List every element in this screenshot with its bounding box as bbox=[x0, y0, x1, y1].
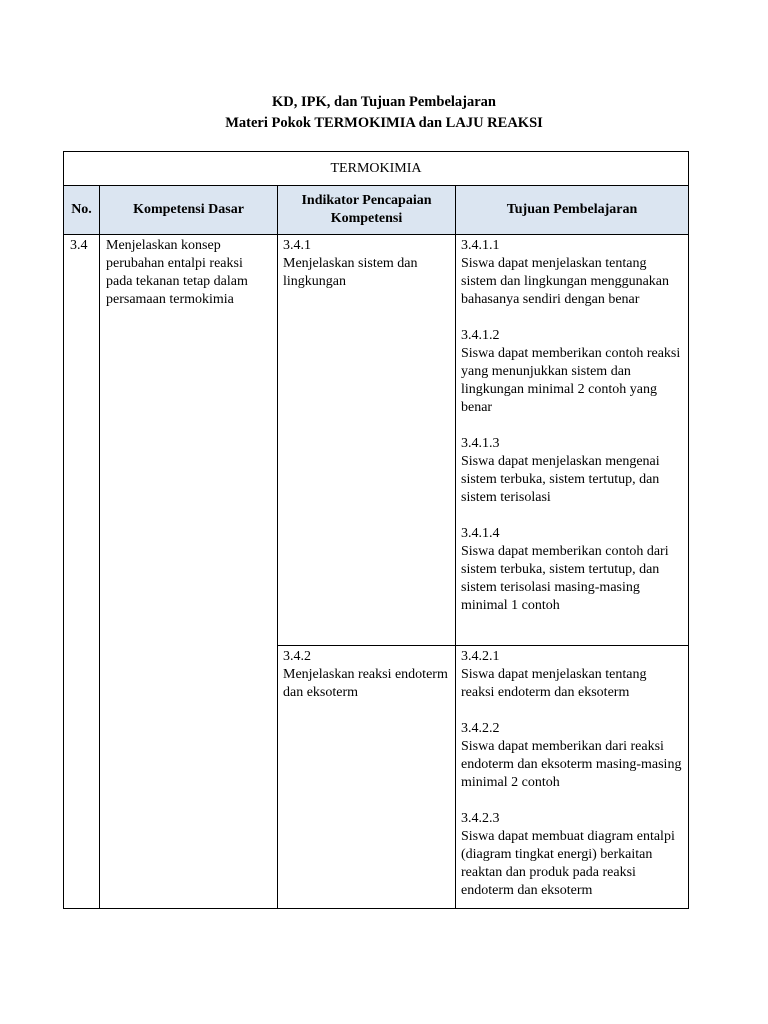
objective-text: Siswa dapat memberikan dari reaksi endoterm dan eksoterm masing-masing minimal 2 contoh bbox=[461, 739, 682, 790]
objective-text: Siswa dapat membuat diagram entalpi (diagram tingkat energi) berkaitan reaktan dan produk pada reaksi endoterm dan eksoterm bbox=[461, 829, 675, 898]
objective-code: 3.4.1.1 bbox=[461, 238, 500, 253]
objective-item bbox=[461, 435, 683, 507]
page-heading bbox=[0, 92, 768, 134]
heading-subtitle: Materi Pokok TERMOKIMIA dan LAJU REAKSI bbox=[225, 115, 543, 131]
header-row bbox=[64, 186, 689, 235]
indicator-cell bbox=[278, 235, 456, 646]
objective-code: 3.4.1.2 bbox=[461, 328, 500, 343]
objective-item bbox=[461, 237, 683, 309]
kd-text: Menjelaskan konsep perubahan entalpi reaksi pada tekanan tetap dalam persamaan termokimia bbox=[100, 235, 278, 909]
section-title-row bbox=[64, 152, 689, 186]
objectives-cell bbox=[456, 235, 689, 646]
indicator-cell bbox=[278, 646, 456, 909]
objective-item bbox=[461, 327, 683, 417]
row-number: 3.4 bbox=[64, 235, 100, 909]
section-title: TERMOKIMIA bbox=[64, 152, 689, 186]
objective-code: 3.4.2.3 bbox=[461, 811, 500, 826]
header-no: No. bbox=[64, 186, 100, 235]
objective-text: Siswa dapat memberikan contoh reaksi yang menunjukkan sistem dan lingkungan minimal 2 contoh yang benar bbox=[461, 346, 681, 415]
header-kd: Kompetensi Dasar bbox=[100, 186, 278, 235]
indicator-text: Menjelaskan sistem dan lingkungan bbox=[283, 256, 418, 289]
competency-table bbox=[63, 151, 689, 909]
indicator-code: 3.4.2 bbox=[283, 649, 311, 664]
indicator-code: 3.4.1 bbox=[283, 238, 311, 253]
objectives-cell bbox=[456, 646, 689, 909]
header-tp: Tujuan Pembelajaran bbox=[456, 186, 689, 235]
header-ipk: Indikator Pencapaian Kompetensi bbox=[278, 186, 456, 235]
objective-text: Siswa dapat menjelaskan mengenai sistem terbuka, sistem tertutup, dan sistem terisolasi bbox=[461, 454, 660, 505]
objective-item bbox=[461, 525, 683, 615]
objective-text: Siswa dapat menjelaskan tentang reaksi endoterm dan eksoterm bbox=[461, 667, 647, 700]
objective-code: 3.4.1.4 bbox=[461, 526, 500, 541]
objective-code: 3.4.2.1 bbox=[461, 649, 500, 664]
heading-title: KD, IPK, dan Tujuan Pembelajaran bbox=[272, 94, 496, 110]
objective-item bbox=[461, 810, 683, 900]
objective-code: 3.4.2.2 bbox=[461, 721, 500, 736]
objective-item bbox=[461, 720, 683, 792]
objective-text: Siswa dapat menjelaskan tentang sistem dan lingkungan menggunakan bahasanya sendiri dengan benar bbox=[461, 256, 670, 307]
objective-code: 3.4.1.3 bbox=[461, 436, 500, 451]
objective-text: Siswa dapat memberikan contoh dari sistem terbuka, sistem tertutup, dan sistem terisolasi masing-masing minimal 1 contoh bbox=[461, 544, 669, 613]
objective-item bbox=[461, 648, 683, 702]
indicator-text: Menjelaskan reaksi endoterm dan eksoterm bbox=[283, 667, 448, 700]
table-row bbox=[64, 235, 689, 646]
